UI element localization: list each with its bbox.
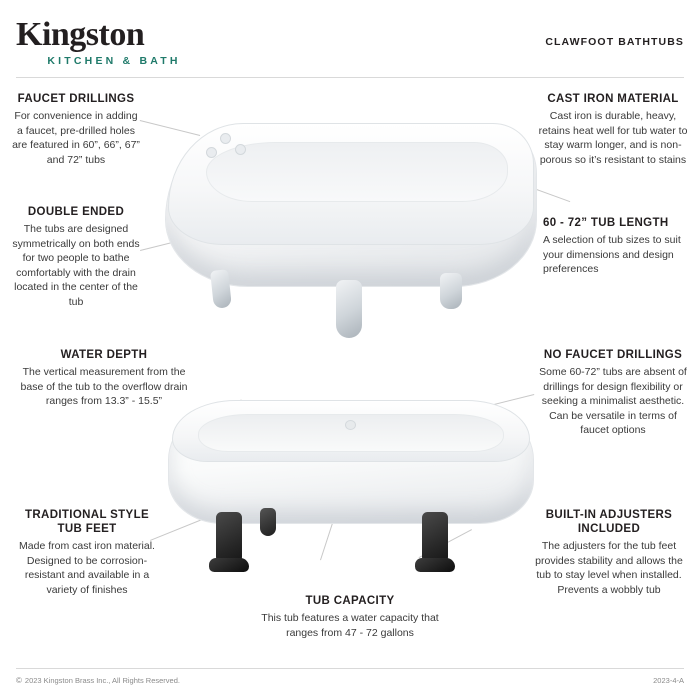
callout-title: FAUCET DRILLINGS [17,93,135,105]
faucet-drilling-hole-icon [220,133,231,144]
header-divider [16,77,684,78]
callout-body: For convenience in adding a faucet, pre-drilled holes are featured in 60”, 66”, 67” and 72” tubs [12,110,140,166]
callout-title: TUB CAPACITY [305,595,395,607]
page-header [0,0,700,74]
callout-body: A selection of tub sizes to suit your dimensions and design preferences [543,234,681,275]
callout-tub-capacity [258,594,442,640]
footer-divider [16,668,684,669]
callout-title: CAST IRON MATERIAL [547,93,679,105]
tub-foot-chrome [336,280,362,338]
callout-title: DOUBLE ENDED [27,206,125,218]
faucet-drilling-hole-icon [206,147,217,158]
faucet-drilling-hole-icon [235,144,246,155]
callout-cast-iron-material [538,92,688,167]
category-label: CLAWFOOT BATHTUBS [545,36,684,48]
callout-body: Made from cast iron material. Designed to be corrosion-resistant and available in a variety of finishes [19,540,155,596]
callout-title: TRADITIONAL STYLE TUB FEET [25,509,149,535]
callout-title: NO FAUCET DRILLINGS [543,349,683,361]
callout-body: Some 60-72” tubs are absent of drillings for design flexibility or seeking a minimalist aesthetic. Can be versatile in terms of faucet options [539,366,687,436]
tub-foot-oil-rubbed [216,512,242,570]
tub-foot-chrome [440,273,462,309]
clawfoot-tub-double-ended-illustration [150,380,550,580]
callout-body: The tubs are designed symmetrically on both ends for two people to bathe comfortably with the drain located in the center of the tub [12,223,140,308]
callout-body: The adjusters for the tub feet provides stability and allows the tub to stay level when installed. Prevents a wobbly tub [535,540,683,596]
copyright-text: 2023 Kingston Brass Inc., All Rights Reserved. [24,676,180,685]
callout-double-ended [12,205,140,309]
callout-body: Cast iron is durable, heavy, retains heat well for tub water to stay warm longer, and is non-porous so it’s resistant to stains [538,110,688,166]
brand-logo [16,18,276,67]
tub-foot-oil-rubbed [422,512,448,570]
clawfoot-tub-slipper-illustration [150,95,550,345]
brand-name: Kingston [16,16,145,53]
callout-title: BUILT-IN ADJUSTERS INCLUDED [545,509,673,535]
tub-foot-chrome [210,269,232,309]
footer-copyright [16,676,180,685]
callout-traditional-style-tub-feet [12,508,162,597]
callout-faucet-drillings [12,92,140,167]
callout-title: WATER DEPTH [60,349,148,361]
drain-hole-icon [345,420,356,430]
callout-title: 60 - 72” TUB LENGTH [543,217,669,229]
tub-foot-oil-rubbed [260,508,276,536]
copyright-icon: © [16,676,22,685]
callout-body: The vertical measurement from the base of the tub to the overflow drain ranges from 13.3” - 15.5” [20,366,188,407]
callout-water-depth [18,348,190,409]
tub-interior [206,142,508,202]
callout-no-faucet-drillings [538,348,688,438]
footer-doc-code: 2023-4-A [653,676,684,685]
callout-body: This tub features a water capacity that ranges from 47 - 72 gallons [261,612,439,639]
callout-built-in-adjusters [528,508,690,597]
callout-tub-length [543,216,689,277]
brand-tagline: KITCHEN & BATH [47,55,181,67]
